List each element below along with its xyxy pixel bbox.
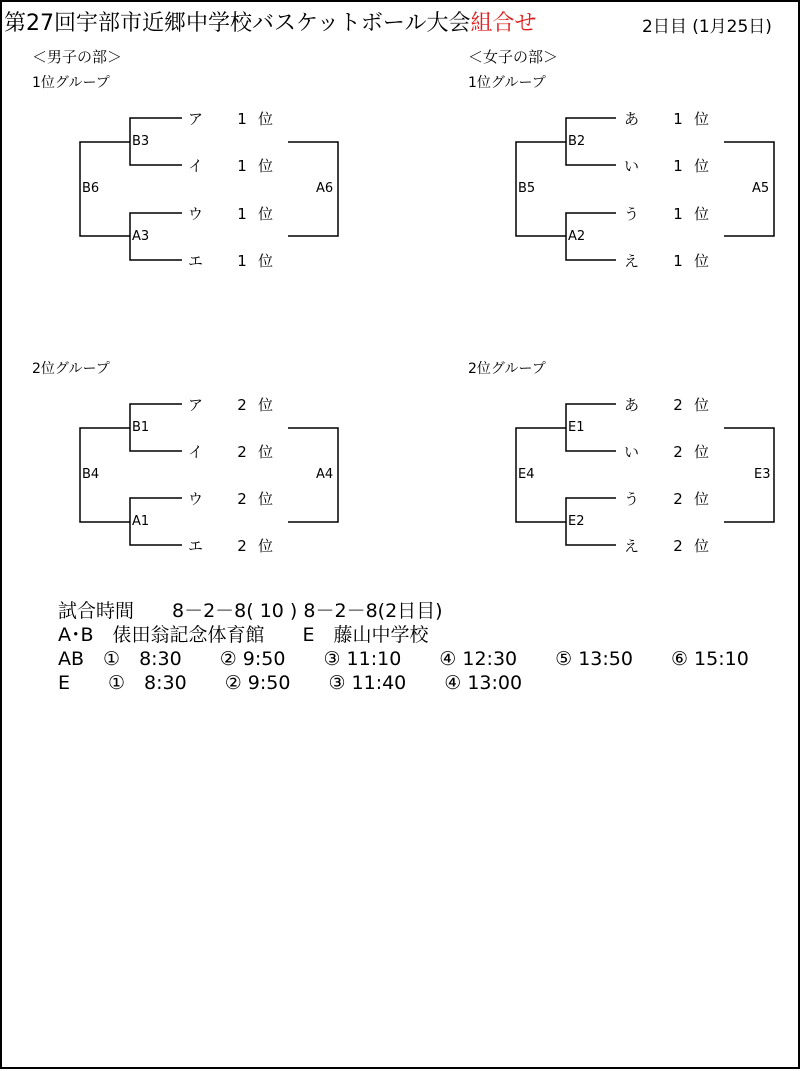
- rank-suffix: 位: [694, 396, 710, 414]
- team-rank: 1: [673, 205, 683, 223]
- team-kana: あ: [624, 110, 640, 128]
- team-kana: ウ: [188, 490, 204, 508]
- bracket-entry: [624, 488, 709, 509]
- bracket-entry: [188, 203, 273, 224]
- match-label-semi: B4: [82, 467, 100, 482]
- match-label-bottom: A3: [132, 229, 150, 244]
- bracket-entry: [188, 535, 273, 556]
- team-rank: 2: [237, 490, 247, 508]
- rank-suffix: 位: [694, 110, 710, 128]
- bracket-entry: [188, 250, 273, 271]
- venue-line: A･B 俵田翁記念体育館 E 藤山中学校: [58, 624, 429, 646]
- rank-suffix: 位: [258, 252, 274, 270]
- boys-group2-label: 2位グループ: [32, 361, 110, 377]
- rank-suffix: 位: [694, 537, 710, 555]
- girls-group1-label: 1位グループ: [468, 75, 546, 91]
- bracket-entry: [188, 488, 273, 509]
- team-kana: ア: [188, 110, 204, 128]
- team-kana: ア: [188, 396, 204, 414]
- team-rank: 2: [673, 396, 683, 414]
- girls-group2-label: 2位グループ: [468, 361, 546, 377]
- team-rank: 1: [673, 157, 683, 175]
- title-main: 第27回宇部市近郷中学校バスケットボール大会: [4, 11, 471, 36]
- team-kana: え: [624, 252, 640, 270]
- team-kana: あ: [624, 396, 640, 414]
- team-kana: う: [624, 490, 640, 508]
- bracket-entry: [624, 108, 709, 129]
- team-rank: 1: [237, 157, 247, 175]
- bracket-entry: [188, 441, 273, 462]
- match-label-bottom: E2: [568, 514, 585, 529]
- match-label-semi: E4: [518, 467, 535, 482]
- match-label-top: E1: [568, 420, 585, 435]
- match-label-top: B2: [568, 134, 586, 149]
- team-rank: 1: [673, 252, 683, 270]
- boys-section-heading: ＜男子の部＞: [32, 48, 123, 66]
- title-accent: 組合せ: [470, 11, 537, 36]
- match-label-bottom: A1: [132, 514, 150, 529]
- team-kana: い: [624, 157, 640, 175]
- match-label-semi: B5: [518, 181, 536, 196]
- team-kana: イ: [188, 443, 204, 461]
- team-rank: 2: [237, 443, 247, 461]
- team-kana: イ: [188, 157, 204, 175]
- bracket-entry: [188, 155, 273, 176]
- team-kana: ウ: [188, 205, 204, 223]
- team-rank: 2: [237, 396, 247, 414]
- team-kana: い: [624, 443, 640, 461]
- team-rank: 2: [237, 537, 247, 555]
- girls-section-heading: ＜女子の部＞: [468, 48, 559, 66]
- bracket-entry: [624, 535, 709, 556]
- match-label-right: A4: [316, 467, 334, 482]
- rank-suffix: 位: [258, 110, 274, 128]
- rank-suffix: 位: [258, 396, 274, 414]
- team-rank: 1: [237, 252, 247, 270]
- rank-suffix: 位: [258, 205, 274, 223]
- rank-suffix: 位: [694, 490, 710, 508]
- rank-suffix: 位: [694, 443, 710, 461]
- bracket-entry: [188, 394, 273, 415]
- match-label-top: B1: [132, 420, 150, 435]
- bracket-entry: [188, 108, 273, 129]
- boys-group1-label: 1位グループ: [32, 75, 110, 91]
- team-kana: う: [624, 205, 640, 223]
- rank-suffix: 位: [694, 205, 710, 223]
- rank-suffix: 位: [258, 490, 274, 508]
- rank-suffix: 位: [694, 157, 710, 175]
- team-rank: 1: [237, 205, 247, 223]
- day-info: 2日目 (1月25日): [642, 17, 772, 37]
- team-rank: 2: [673, 490, 683, 508]
- team-rank: 2: [673, 443, 683, 461]
- match-label-right: E3: [754, 467, 771, 482]
- team-rank: 2: [673, 537, 683, 555]
- rank-suffix: 位: [258, 537, 274, 555]
- team-rank: 1: [673, 110, 683, 128]
- bracket-entry: [624, 155, 709, 176]
- match-label-semi: B6: [82, 181, 100, 196]
- rank-suffix: 位: [694, 252, 710, 270]
- match-label-bottom: A2: [568, 229, 586, 244]
- rank-suffix: 位: [258, 157, 274, 175]
- team-kana: エ: [188, 537, 204, 555]
- team-rank: 1: [237, 110, 247, 128]
- team-kana: え: [624, 537, 640, 555]
- bracket-entry: [624, 394, 709, 415]
- bracket-entry: [624, 441, 709, 462]
- match-label-right: A5: [752, 181, 770, 196]
- schedule-e-line: E ① 8:30 ② 9:50 ③ 11:40 ④ 13:00: [58, 672, 523, 694]
- match-label-right: A6: [316, 181, 334, 196]
- match-label-top: B3: [132, 134, 150, 149]
- game-time-line: 試合時間 8－2－8( 10 ) 8－2－8(2日目): [58, 600, 443, 622]
- team-kana: エ: [188, 252, 204, 270]
- bracket-entry: [624, 250, 709, 271]
- rank-suffix: 位: [258, 443, 274, 461]
- schedule-ab-line: AB ① 8:30 ② 9:50 ③ 11:10 ④ 12:30 ⑤ 13:50 ⑥ 15:10: [58, 648, 749, 670]
- bracket-entry: [624, 203, 709, 224]
